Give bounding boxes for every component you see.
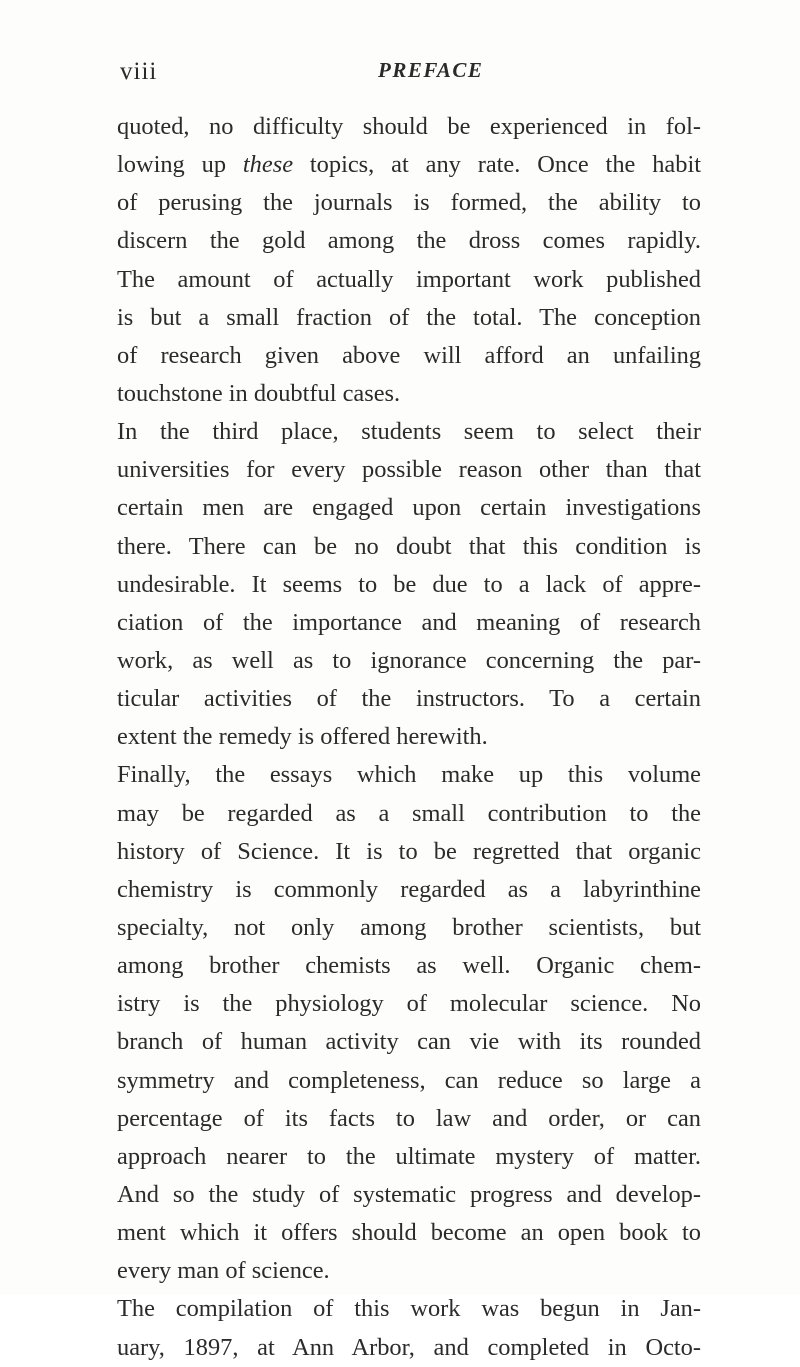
text-line: is but a small fraction of the total. The conception: [117, 303, 701, 331]
text-line: work, as well as to ignorance concerning the par-: [117, 646, 701, 674]
text-line: ticular activities of the instructors. To a certain: [117, 685, 701, 713]
text-line: And so the study of systematic progress and develop-: [117, 1180, 701, 1208]
text-line: ciation of the importance and meaning of research: [117, 608, 701, 636]
text-line: The amount of actually important work published: [117, 265, 701, 293]
text-line: every man of science.: [117, 1257, 330, 1285]
text-line: ment which it offers should become an open book to: [117, 1219, 701, 1247]
text-line: touchstone in doubtful cases.: [117, 379, 401, 407]
paragraph-start: Finally, the essays which make up this volume: [117, 761, 701, 789]
text-line: uary, 1897, at Ann Arbor, and completed in Octo-: [117, 1333, 701, 1361]
text-line: discern the gold among the dross comes rapidly.: [117, 227, 701, 255]
text-line: history of Science. It is to be regretted that organic: [117, 837, 701, 865]
text-line: among brother chemists as well. Organic chem-: [117, 952, 701, 980]
text-line: symmetry and completeness, can reduce so large a: [117, 1066, 701, 1094]
page-number: viii: [120, 58, 158, 85]
text-line: extent the remedy is offered herewith.: [117, 723, 488, 751]
text-line: istry is the physiology of molecular science. No: [117, 990, 701, 1018]
text-line: specialty, not only among brother scientists, but: [117, 913, 701, 941]
running-head: PREFACE: [378, 58, 484, 82]
page-header: [120, 58, 700, 92]
text-line: approach nearer to the ultimate mystery of matter.: [117, 1142, 701, 1170]
text-line: may be regarded as a small contribution to the: [117, 799, 701, 827]
text-line: percentage of its facts to law and order, or can: [117, 1104, 701, 1132]
text-line: chemistry is commonly regarded as a labyrinthine: [117, 875, 701, 903]
text-line: there. There can be no doubt that this condition is: [117, 532, 701, 560]
paragraph-start: The compilation of this work was begun in Jan-: [117, 1295, 701, 1323]
paragraph-start: In the third place, students seem to select their: [117, 418, 701, 446]
italic-emphasis: these: [242, 151, 294, 179]
text-line: universities for every possible reason other than that: [117, 456, 701, 484]
text-line: undesirable. It seems to be due to a lack of appre-: [117, 570, 701, 598]
text-line: branch of human activity can vie with its rounded: [117, 1028, 701, 1056]
body-text: [117, 108, 701, 1367]
text-line: quoted, no difficulty should be experienced in fol-: [117, 113, 701, 140]
text-line: of research given above will afford an unfailing: [117, 341, 701, 369]
text-line: of perusing the journals is formed, the ability to: [117, 189, 701, 217]
text-line: certain men are engaged upon certain investigations: [117, 494, 701, 522]
text-line: lowing up these topics, at any rate. Once the habit: [117, 151, 702, 179]
